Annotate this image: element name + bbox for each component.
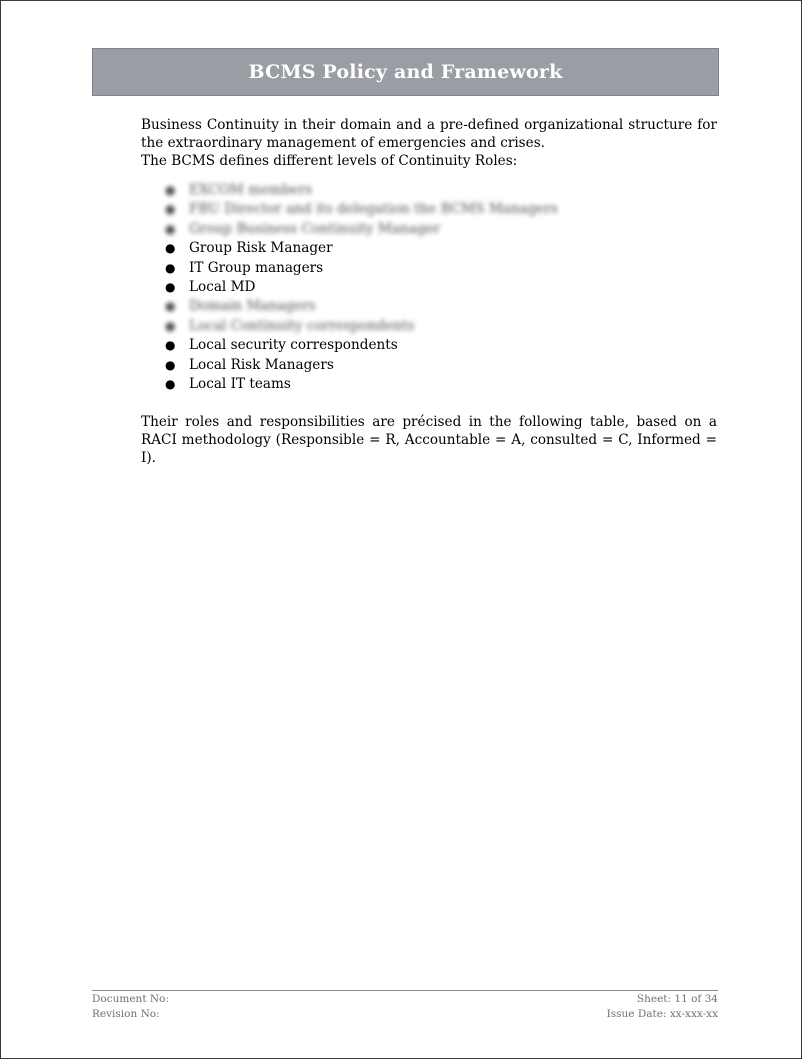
document-number: Document No: bbox=[92, 993, 169, 1005]
page-title: BCMS Policy and Framework bbox=[248, 61, 563, 83]
role-label: Local security correspondents bbox=[189, 337, 398, 354]
role-label: Domain Managers bbox=[189, 298, 316, 315]
bullet-icon: ● bbox=[165, 299, 176, 314]
title-banner bbox=[92, 48, 719, 96]
role-label: EXCOM members bbox=[189, 182, 313, 198]
issue-date: Issue Date: xx-xxx-xx bbox=[606, 1008, 718, 1020]
list-item bbox=[141, 278, 717, 297]
bullet-icon: ● bbox=[165, 338, 176, 353]
roles-list bbox=[141, 181, 717, 394]
list-item bbox=[141, 200, 717, 219]
document-body bbox=[141, 116, 717, 467]
list-item bbox=[141, 356, 717, 375]
role-label: Group Business Continuity Manager bbox=[189, 220, 441, 237]
role-label: Local Risk Managers bbox=[189, 356, 334, 373]
footer bbox=[92, 992, 718, 1022]
bullet-icon: ● bbox=[165, 376, 176, 391]
list-item bbox=[141, 317, 717, 336]
bullet-icon: ● bbox=[165, 279, 176, 294]
levels-intro: The BCMS defines different levels of Continuity Roles: bbox=[141, 153, 518, 169]
role-label: FBU Director and its delegation the BCMS Managers bbox=[189, 201, 558, 218]
bullet-icon: ● bbox=[165, 318, 176, 333]
role-label: IT Group managers bbox=[189, 259, 324, 276]
role-label: Group Risk Manager bbox=[189, 240, 333, 257]
bullet-icon: ● bbox=[165, 202, 176, 217]
list-item bbox=[141, 220, 717, 239]
list-item bbox=[141, 297, 717, 316]
bullet-icon: ● bbox=[165, 183, 176, 197]
list-item bbox=[141, 181, 717, 200]
list-item bbox=[141, 259, 717, 278]
bullet-icon: ● bbox=[165, 260, 176, 275]
role-label: Local MD bbox=[189, 278, 256, 295]
bullet-icon: ● bbox=[165, 221, 176, 236]
intro-paragraph: Business Continuity in their domain and a pre-defined organizational structure for the extraordinary management of emergencies and crises. bbox=[141, 117, 717, 151]
role-label: Local Continuity correspondents bbox=[189, 317, 415, 334]
bullet-icon: ● bbox=[165, 241, 176, 256]
sheet-number: Sheet: 11 of 34 bbox=[636, 993, 718, 1005]
list-item bbox=[141, 336, 717, 355]
list-item bbox=[141, 375, 717, 394]
closing-paragraph: Their roles and responsibilities are précised in the following table, based on a RACI methodology (Responsible = R, Accountable = A, consulted = C, Informed = I). bbox=[141, 414, 717, 467]
revision-number: Revision No: bbox=[92, 1008, 160, 1020]
footer-divider bbox=[92, 990, 718, 991]
bullet-icon: ● bbox=[165, 357, 176, 372]
list-item bbox=[141, 239, 717, 258]
role-label: Local IT teams bbox=[189, 375, 291, 392]
